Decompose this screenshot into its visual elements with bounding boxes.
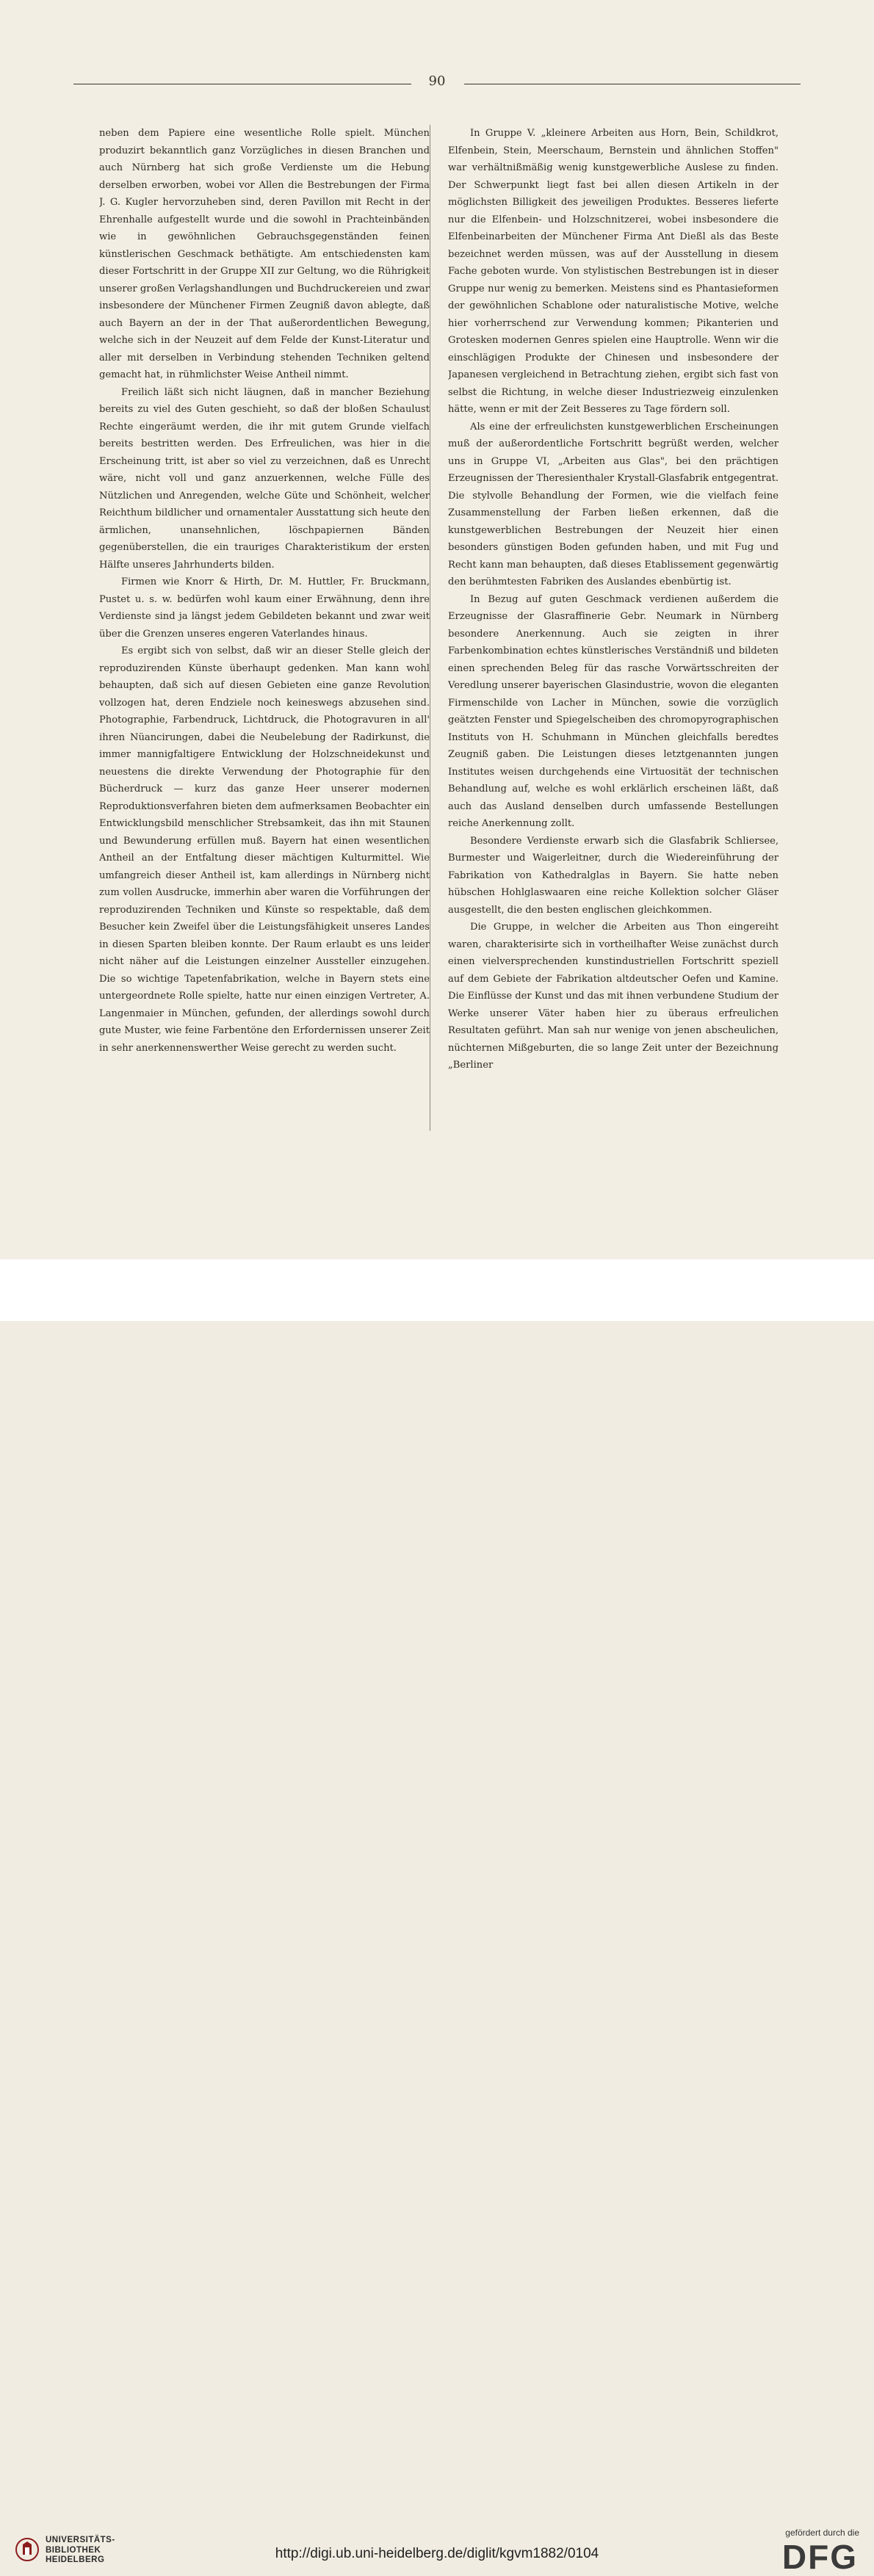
paragraph: Als eine der erfreulichsten kunstgewerblichen Erscheinungen muß der außerordentliche Fortschritt begrüßt werden, welcher uns in Gruppe VI, „Arbeiten aus Glas", bei den prächtigen Erzeugnissen der Theresienthaler Krystall-Glasfabrik entgegentrat. Die stylvolle Behandlung der Formen, wie die vielfach feine Zusammenstellung der Farben ließen erkennen, daß die kunstgewerblichen Bestrebungen der Neuzeit hier einen besonders günstigen Boden gefunden haben, und mit Fug und Recht kann man behaupten, daß dieses Etablissement gegenwärtig den berühmtesten Fabriken des Auslandes ebenbürtig ist. <box>448 421 779 587</box>
paragraph: Firmen wie Knorr & Hirth, Dr. M. Huttler, Fr. Bruckmann, Pustet u. s. w. bedürfen wohl kaum einer Erwähnung, denn ihre Verdienste sind ja längst jedem Gebildeten bekannt und zwar weit über die Grenzen unseres engeren Vaterlandes hinaus. <box>99 576 430 640</box>
funded-by-label: gefördert durch die <box>785 2528 859 2538</box>
paragraph: In Gruppe V. „kleinere Arbeiten aus Horn, Bein, Schildkrot, Elfenbein, Stein, Meerschaum, Bernstein und ähnlichen Stoffen" war verhältnißmäßig wenig kunstgewerbliche Auslese zu finden. Der Schwerpunkt liegt fast bei allen diesen Artikeln in der möglichsten Billigkeit des jeweiligen Produktes. Besseres lieferte nur die Elfenbein- und Holzschnitzerei, wobei insbesondere die Elfenbeinarbeiten der Münchener Firma Ant Dießl als das Beste bezeichnet werden müssen, was auf der Ausstellung in diesem Fache geboten wurde. Von stylistischen Bestrebungen ist in dieser Gruppe nur wenig zu bemerken. Meistens sind es Phantasieformen der gewöhnlichen Schablone oder naturalistische Motive, welche hier vorherrschend zur Verwendung kommen; Pikanterien und Grotesken modernen Genres spielen eine Hauptrolle. Wenn wir die einschlägigen Produkte der Chinesen und insbesondere der Japanesen vergleichend in Betrachtung ziehen, ergibt sich fast von selbst die Richtung, in welche dieser Industriezweig einzulenken hätte, wenn er mit der Zeit Besseres zu Tage fördern soll. <box>448 128 779 415</box>
page-number: 90 <box>428 73 446 89</box>
scanned-page <box>0 0 874 1259</box>
library-line: UNIVERSITÄTS- <box>46 2536 115 2544</box>
paragraph: Die Gruppe, in welcher die Arbeiten aus Thon eingereiht waren, charakterisirte sich in vortheilhafter Weise zunächst durch einen vielversprechenden kunstindustriellen Fortschritt speziell auf dem Gebiete der Fabrikation altdeutscher Oefen und Kamine. Die Einflüsse der Kunst und das mit ihnen verbundene Studium der Werke unserer Väter haben hier zu überaus erfreulichen Resultaten geführt. Man sah nur wenige von jenen abscheulichen, nüchternen Mißgeburten, die so lange Zeit unter der Bezeichnung „Berliner <box>448 922 779 1071</box>
library-line: BIBLIOTHEK <box>46 2545 101 2555</box>
paragraph: neben dem Papiere eine wesentliche Rolle spielt. München produzirt bekanntlich ganz Vorzügliches in diesen Branchen und auch Nürnberg hat sich große Verdienste um die Hebung derselben erworben, wobei vor Allen die Bestrebungen der Firma J. G. Kugler hervorzuheben sind, deren Pavillon mit Recht in der Ehrenhalle aufgestellt wurde und die sowohl in Prachteinbänden wie in gewöhnlichen Gebrauchsgegenständen feinen künstlerischen Geschmack bethätigte. Am entschiedensten kam dieser Fortschritt in der Gruppe XII zur Geltung, wo die Rührigkeit unserer großen Verlagshandlungen und Buchdruckereien und zwar insbesondere der Münchener Firmen Zeugniß davon ablegte, daß auch Bayern an der in der That außerordentlichen Bewegung, welche sich in der Neuzeit auf dem Felde der Kunst-Literatur und aller mit derselben in Verbindung stehenden Techniken geltend gemacht hat, in rühmlichster Weise Antheil nimmt. <box>99 128 430 380</box>
left-column <box>99 125 430 1124</box>
viewer-footer <box>0 1259 874 2576</box>
paragraph: Besondere Verdienste erwarb sich die Glasfabrik Schliersee, Burmester und Waigerleitner, durch die Wiedereinführung der Fabrikation von Kathedralglas in Bayern. Sie hatte neben hübschen Hohlglaswaaren eine reiche Kollektion solcher Gläser ausgestellt, die den besten englischen gleichkommen. <box>448 835 779 916</box>
paragraph: Es ergibt sich von selbst, daß wir an dieser Stelle gleich der reproduzirenden Künste überhaupt gedenken. Man kann wohl behaupten, daß sich auf diesen Gebieten eine ganze Revolution vollzogen hat, deren Endziele noch keineswegs abzusehen sind. Photographie, Farbendruck, Lichtdruck, die Photogravuren in all' ihren Nüancirungen, dabei die Neubelebung der Radirkunst, die immer mannigfaltigere Entwicklung der Holzschneidekunst und neuestens die direkte Verwendung der Photographie für den Bücherdruck — kurz das ganze Heer unserer modernen Reproduktionsverfahren bieten dem aufmerksamen Beobachter ein Entwicklungsbild menschlicher Strebsamkeit, das ihn mit Staunen und Bewunderung erfüllen muß. Bayern hat einen wesentlichen Antheil an der Entfaltung dieser mächtigen Kulturmittel. Wie umfangreich dieser Antheil ist, kam allerdings in Nürnberg nicht zum vollen Ausdrucke, immerhin aber waren die Vorführungen der reproduzirenden Techniken und Künste so respektable, daß dem Besucher kein Zweifel über die Leistungsfähigkeit unseres Landes in diesen Sparten bleiben konnte. Der Raum erlaubt es uns leider nicht näher auf die Leistungen einzelner Aussteller einzugehen. Die so wichtige Tapetenfabrikation, welche in Bayern stets eine untergeordnete Rolle spielte, hatte nur einen einzigen Vertreter, A. Langenmaier in München, gefunden, der allerdings sowohl durch gute Muster, wie feine Farbentöne den Erfordernissen unserer Zeit in sehr anerkennenswerther Weise gerecht zu werden sucht. <box>99 645 430 1054</box>
dfg-logo: DFG <box>781 2538 858 2576</box>
right-column <box>448 125 779 1124</box>
permalink-url[interactable]: http://digi.ub.uni-heidelberg.de/diglit/kgvm1882/0104 <box>275 2546 599 2561</box>
library-line: HEIDELBERG <box>46 2555 105 2564</box>
paragraph: In Bezug auf guten Geschmack verdienen außerdem die Erzeugnisse der Glasraffinerie Gebr. Neumark in Nürnberg besondere Anerkennung. Auch sie zeigten in ihrer Farbenkombination echtes künstlerisches Verständniß und bildeten einen sprechenden Beleg für das rasche Vorwärtsschreiten der Veredlung unserer bayerischen Glasindustrie, wovon die eleganten Firmenschilde von Lacher in München, sowie die vorzüglich geätzten Fenster und Spiegelscheiben des chromopyrographischen Instituts von H. Schuhmann in München gleichfalls beredtes Zeugniß gaben. Die Leistungen dieses letztgenannten jungen Institutes weisen durchgehends eine Virtuosität der technischen Behandlung auf, welche es wohl erklärlich erscheinen läßt, daß auch das Ausland denselben durch umfassende Bestellungen reiche Anerkennung zollt. <box>448 593 779 829</box>
paragraph: Freilich läßt sich nicht läugnen, daß in mancher Beziehung bereits zu viel des Guten geschieht, so daß der bloßen Schaulust Rechte eingeräumt werden, die ihr mit gutem Grunde vielfach bereits bestritten werden. Des Erfreulichen, was hier in die Erscheinung tritt, ist aber so viel zu verzeichnen, daß es Unrecht wäre, nicht voll und ganz anzuerkennen, welche Fülle des Nützlichen und Anregenden, welche Güte und Schönheit, welcher Reichthum bildlicher und ornamentaler Ausstattung sich heute den ärmlichen, unansehnlichen, löschpapiernen Bänden gegenüberstellen, die ein trauriges Charakteristikum der ersten Hälfte unseres Jahrhunderts bilden. <box>99 386 430 571</box>
